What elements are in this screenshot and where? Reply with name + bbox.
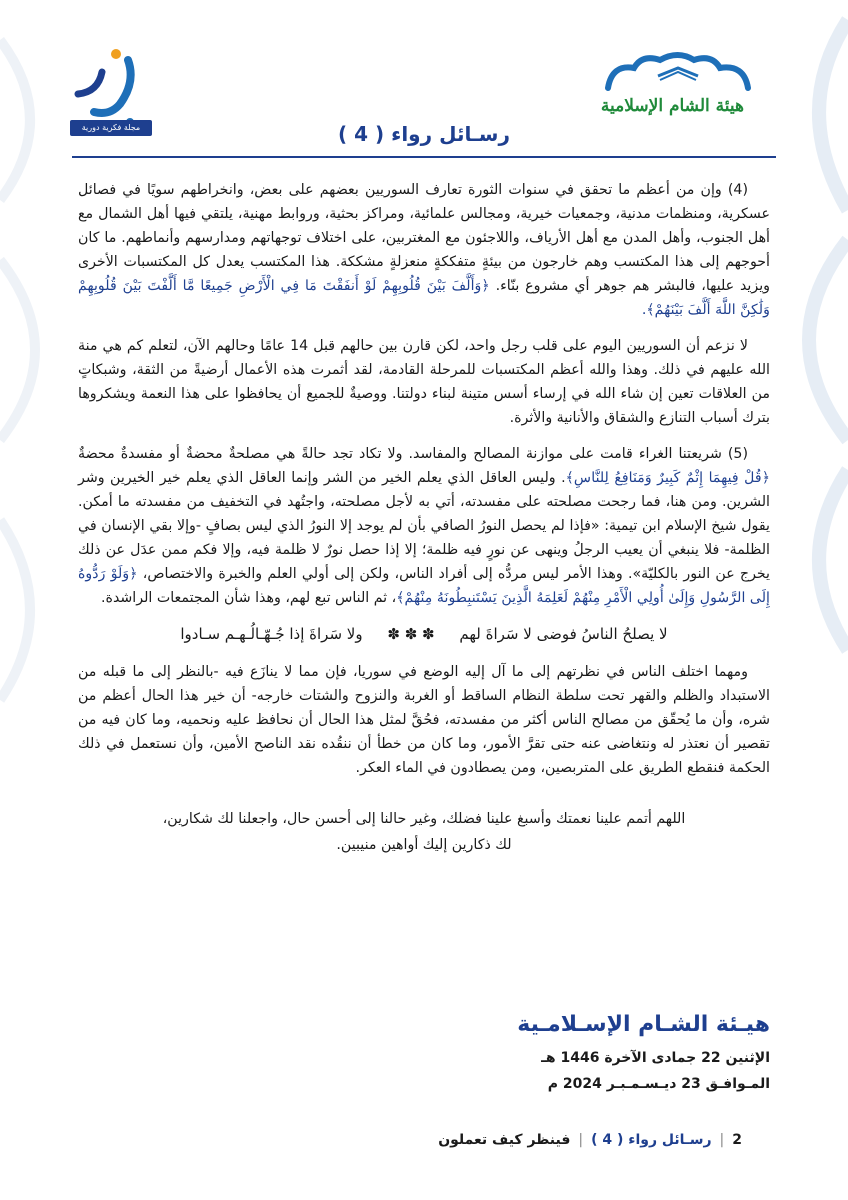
footer-separator: | [719, 1132, 725, 1148]
poem-separator: ✽ ✽ ✽ [387, 625, 435, 643]
paragraph-conclusion [78, 660, 770, 780]
paragraph-text: لا نزعم أن السوريين اليوم على قلب رجل واحد، لكن قارن بين حالهم قبل 14 عامًا وحالهم الآن، لتعلم كم هي منة الله عليهم في ذلك. وهذا والله أعظم المكتسبات للمرحلة القادمة، لقد أثمرت هذه الأعمال أرضيةً من الثقة، وشبكاتٍ من العلاقات تعين إن شاء الله في إرساء أسس متينة لبناء دولتنا. ووصيةٌ للجميع أن يحافظوا على هذا النعمة ويشكروها بترك أسباب التنازع والشقاق والأنانية والأثرة. [78, 338, 770, 426]
paragraph-5 [78, 442, 770, 610]
footer-separator: | [578, 1132, 584, 1148]
quran-verse: ﴿قُلْ فِيهِمَا إِثْمٌ كَبِيرٌ وَمَنَافِعُ لِلنَّاسِ﴾ [565, 470, 771, 486]
rowaa-badge: مجلة فكرية دورية [70, 120, 152, 136]
date-gregorian: المـوافـق 23 ديـسـمـبـر 2024 م [547, 1076, 770, 1092]
paragraph-4-cont [78, 334, 770, 430]
footer-subtitle: فينظر كيف تعملون [438, 1132, 571, 1148]
poem-hemistich-right: لا يصلحُ الناسُ فوضى لا سَراةَ لهم [459, 625, 668, 643]
quran-verse: ﴿وَلَوْ رَدُّوهُ إِلَى الرَّسُولِ وَإِلَىٰ أُولِي الْأَمْرِ مِنْهُمْ لَعَلِمَهُ الَّذِينَ يَسْتَنبِطُونَهُ مِنْهُمْ﴾ [78, 566, 770, 606]
paragraph-text: (4) وإن من أعظم ما تحقق في سنوات الثورة تعارف السوريين بعضهم على بعض، وانخراطهم سويًا في فصائل عسكرية، ومنظمات مدنية، وجمعيات خيرية، ومجالس علمائية، ومراكز بحثية، وروابط مهنية، يلتقي فيها أهل الشمال مع أهل الجنوب، وأهل المدن مع أهل الأرياف، واللاجئون مع المغتربين، على اختلاف توجهاتهم ومدارسهم وأنماطهم. ما كان أحوجهم إلى هذا المكتسب وهم خارجون من بيئةٍ متفككةٍ منعزلةٍ مشككة. هذا المكتسب يعدل كل المكتسبات الأخرى ويزيد عليها، فالبشر هم جوهر أي مشروع بنّاء. [78, 182, 770, 294]
page-header [0, 0, 848, 160]
hayat-logo-text: هيئة الشام الإسلامية [600, 96, 744, 116]
paragraph-text: ومهما اختلف الناس في نظرتهم إلى ما آل إليه الوضع في سوريا، فإن مما لا ينازَع فيه -بالنظر إلى ما قبله من الاستبداد والظلم والقهر تحت سلطة النظام الساقط أو الغربة والنزوح والشتات خارجه- أن خير هذا الحال أعظم من شره، وأن ما يُحقّق من مصالح الناس أكثر من مفسدته، فحُقَّ لمثل هذا الحال أن نحافظ عليه ونحميه، وما كان فيه من تقصير أن نعتذر له ونتغاضى عنه حتى تقرَّ الأمور، وما كان من خطأ أن ننقُده نقد الناصح الأمين، وأن نستعمل في ذلك الحكمة فنقطع الطريق على المتربصين، ومن يصطادون في الماء العكر. [78, 664, 770, 776]
header-divider [72, 156, 776, 158]
letter-body [78, 178, 770, 858]
page-footer [438, 1132, 742, 1148]
signature-name: هيـئة الشـام الإسـلامـية [517, 1012, 770, 1037]
prayer-line: لك ذكارين إليك أواهين منيبين. [336, 837, 512, 853]
date-hijri: الإثنين 22 جمادى الآخرة 1446 هـ [541, 1050, 770, 1066]
poem-hemistich-left: ولا سَراةَ إذا جُـهّـالُـهـم سـادوا [180, 625, 363, 643]
footer-series: رسـائل رواء ( 4 ) [591, 1132, 712, 1148]
page-title: رسـائل رواء ( 4 ) [338, 122, 510, 146]
prayer-line: اللهم أتمم علينا نعمتك وأسبغ علينا فضلك، وغير حالنا إلى أحسن حال، واجعلنا لك شكارين، [162, 811, 686, 827]
hayat-logo-icon [598, 50, 758, 130]
signature-block [517, 1012, 770, 1097]
poem-verse [78, 622, 770, 646]
quran-verse: ﴿وَأَلَّفَ بَيْنَ قُلُوبِهِمْ لَوْ أَنفَقْتَ مَا فِي الْأَرْضِ جَمِيعًا مَّا أَلَّفْتَ بَيْنَ قُلُوبِهِمْ وَلَٰكِنَّ اللَّهَ أَلَّفَ بَيْنَهُمْ﴾. [78, 278, 770, 318]
page-number: 2 [732, 1132, 742, 1148]
paragraph-text: ، ثم الناس تبع لهم، وهذا شأن المجتمعات الراشدة. [101, 590, 397, 606]
paragraph-text: (5) شريعتنا الغراء قامت على موازنة المصالح والمفاسد. ولا تكاد تجد حالةً هي مصلحةٌ محضةٌ أو مفسدةٌ محضةٌ [78, 446, 748, 462]
paragraph-4 [78, 178, 770, 322]
closing-prayer [78, 806, 770, 858]
paragraph-text: . وليس العاقل الذي يعلم الخير من الشر وإنما العاقل الذي يعلم خير الخيرين وشر الشرين. ومن هنا، فما رجحت مصلحته على مفسدته، أتي به لأجل مصلحته، واجتُهد في التخفيف من مفسدته ما أمكن. يقول شيخ الإسلام ابن تيمية: «فإذا لم يحصل النورُ الصافي بأن لم يوجد إلا النورُ الذي ليس بصافٍ -وإلا بقي الإنسان في الظلمة- فلا ينبغي أن يعيب الرجلُ وينهى عن نورٍ فيه ظلمة؛ إلا إذا حصل نورٌ لا ظلمة فيه، وإلا فكم ممن عدَل عن ذلك يخرج عن النور بالكليّة». وهذا الأمر ليس مردُّه إلى أفراد الناس، ولكن إلى أولي العلم والخبرة والاختصاص، [78, 470, 771, 582]
